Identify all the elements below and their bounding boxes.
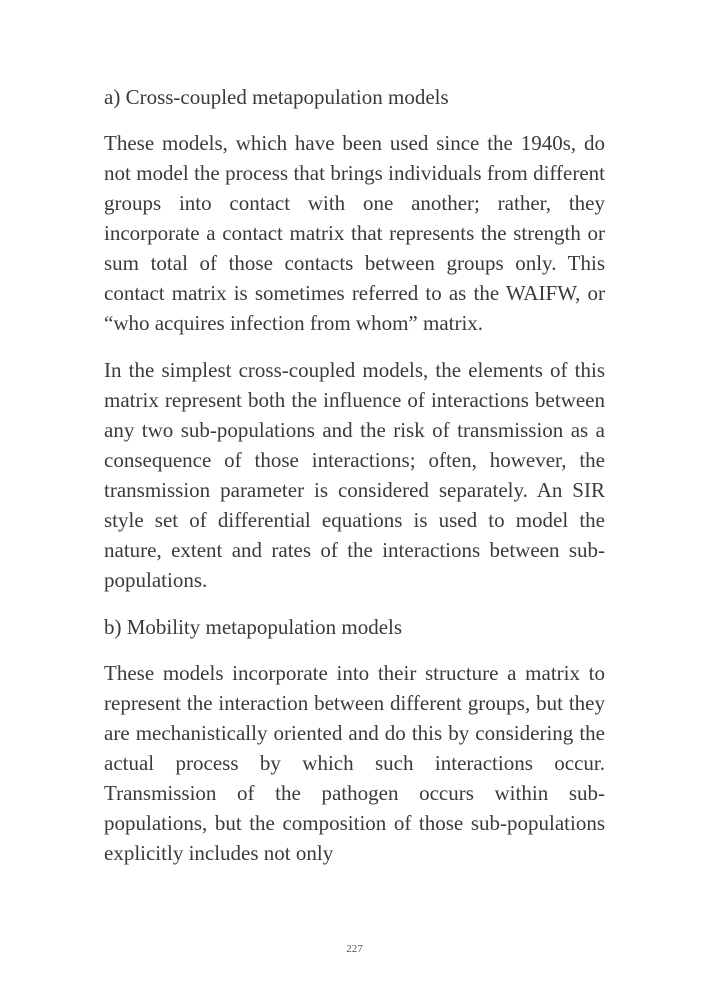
page-content bbox=[104, 82, 605, 885]
paragraph-cross-coupled-intro: These models, which have been used since the 1940s, do not model the process that brings individuals from different groups into contact with one another; rather, they incorporate a contact matrix that represents the strength or sum total of those contacts between groups only. This contact matrix is sometimes referred to as the WAIFW, or “who acquires infection from whom” matrix. bbox=[104, 131, 605, 335]
section-heading-cross-coupled: a) Cross-coupled metapopulation models bbox=[104, 85, 449, 109]
page-number: 227 bbox=[346, 943, 363, 955]
paragraph-mobility-intro: These models incorporate into their structure a matrix to represent the interaction between different groups, but they are mechanistically oriented and do this by considering the actual process by which such interactions occur. Transmission of the pathogen occurs within sub-populations, but the composition of those sub-populations explicitly includes not only bbox=[104, 661, 605, 865]
section-heading-mobility: b) Mobility metapopulation models bbox=[104, 615, 403, 639]
paragraph-cross-coupled-simplest: In the simplest cross-coupled models, the elements of this matrix represent both the influence of interactions between any two sub-populations and the risk of transmission as a consequence of those interactions; often, however, the transmission parameter is considered separately. An SIR style set of differential equations is used to model the nature, extent and rates of the interactions between sub-populations. bbox=[104, 358, 605, 592]
